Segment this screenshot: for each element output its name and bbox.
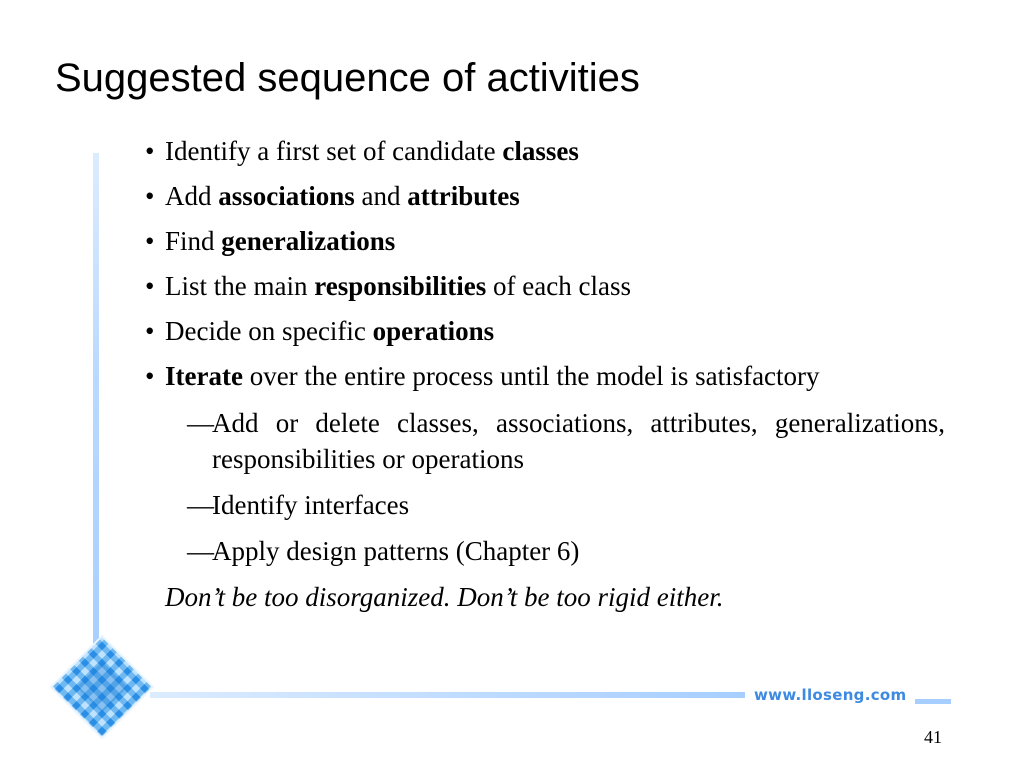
bullet-marker: • — [145, 181, 155, 211]
bullet-marker: • — [145, 136, 155, 166]
bullet-text: Find — [165, 226, 222, 256]
sub-bullet-marker: — — [187, 536, 214, 566]
footer-url: www.lloseng.com — [754, 686, 907, 704]
bullet-text: Add — [165, 181, 219, 211]
bullet-marker: • — [145, 361, 155, 391]
left-decorative-rule — [93, 153, 99, 673]
bullet-keyword: attributes — [407, 181, 520, 211]
slide-title: Suggested sequence of activities — [55, 56, 640, 100]
bullet-text: Decide on specific — [165, 316, 373, 346]
sub-bullet-text: Identify interfaces — [212, 490, 410, 520]
bullet-text: Identify a first set of candidate — [165, 136, 503, 166]
sub-bullet-text: Apply design patterns (Chapter 6) — [212, 536, 580, 566]
bullet-text: and — [354, 181, 408, 211]
sub-bullet-item — [165, 533, 945, 569]
bullet-keyword: Iterate — [165, 361, 243, 391]
sub-bullet-marker: — — [187, 490, 214, 520]
bullet-text: over the entire process until the model is satisfactory — [242, 361, 820, 391]
bullet-keyword: operations — [372, 316, 495, 346]
bullet-marker: • — [145, 226, 155, 256]
bullet-item — [145, 268, 945, 304]
bullet-keyword: generalizations — [221, 226, 396, 256]
bullet-list — [145, 133, 945, 615]
bullet-item — [145, 358, 945, 569]
bullet-item — [145, 313, 945, 349]
sub-bullet-item — [165, 405, 945, 477]
bullet-keyword: classes — [502, 136, 579, 166]
page-number: 41 — [924, 727, 942, 747]
bottom-rule-end-segment — [915, 699, 951, 704]
bullet-keyword: associations — [218, 181, 355, 211]
bullet-item — [145, 223, 945, 259]
checkered-diamond-logo-icon — [40, 625, 164, 749]
sub-bullet-item — [165, 487, 945, 523]
bottom-decorative-rule — [150, 692, 745, 698]
sub-bullet-text: Add or delete classes, associations, attributes, generalizations, responsibilities or operations — [212, 408, 945, 474]
bullet-marker: • — [145, 316, 155, 346]
bullet-text: of each class — [486, 271, 631, 301]
bullet-marker: • — [145, 271, 155, 301]
bullet-keyword: responsibilities — [314, 271, 487, 301]
bullet-item — [145, 178, 945, 214]
sub-bullet-list — [165, 405, 945, 569]
sub-bullet-marker: — — [187, 408, 214, 438]
closing-remark: Don’t be too disorganized. Don’t be too rigid either. — [165, 582, 724, 612]
bullet-item — [145, 133, 945, 169]
bullet-text: List the main — [165, 271, 315, 301]
